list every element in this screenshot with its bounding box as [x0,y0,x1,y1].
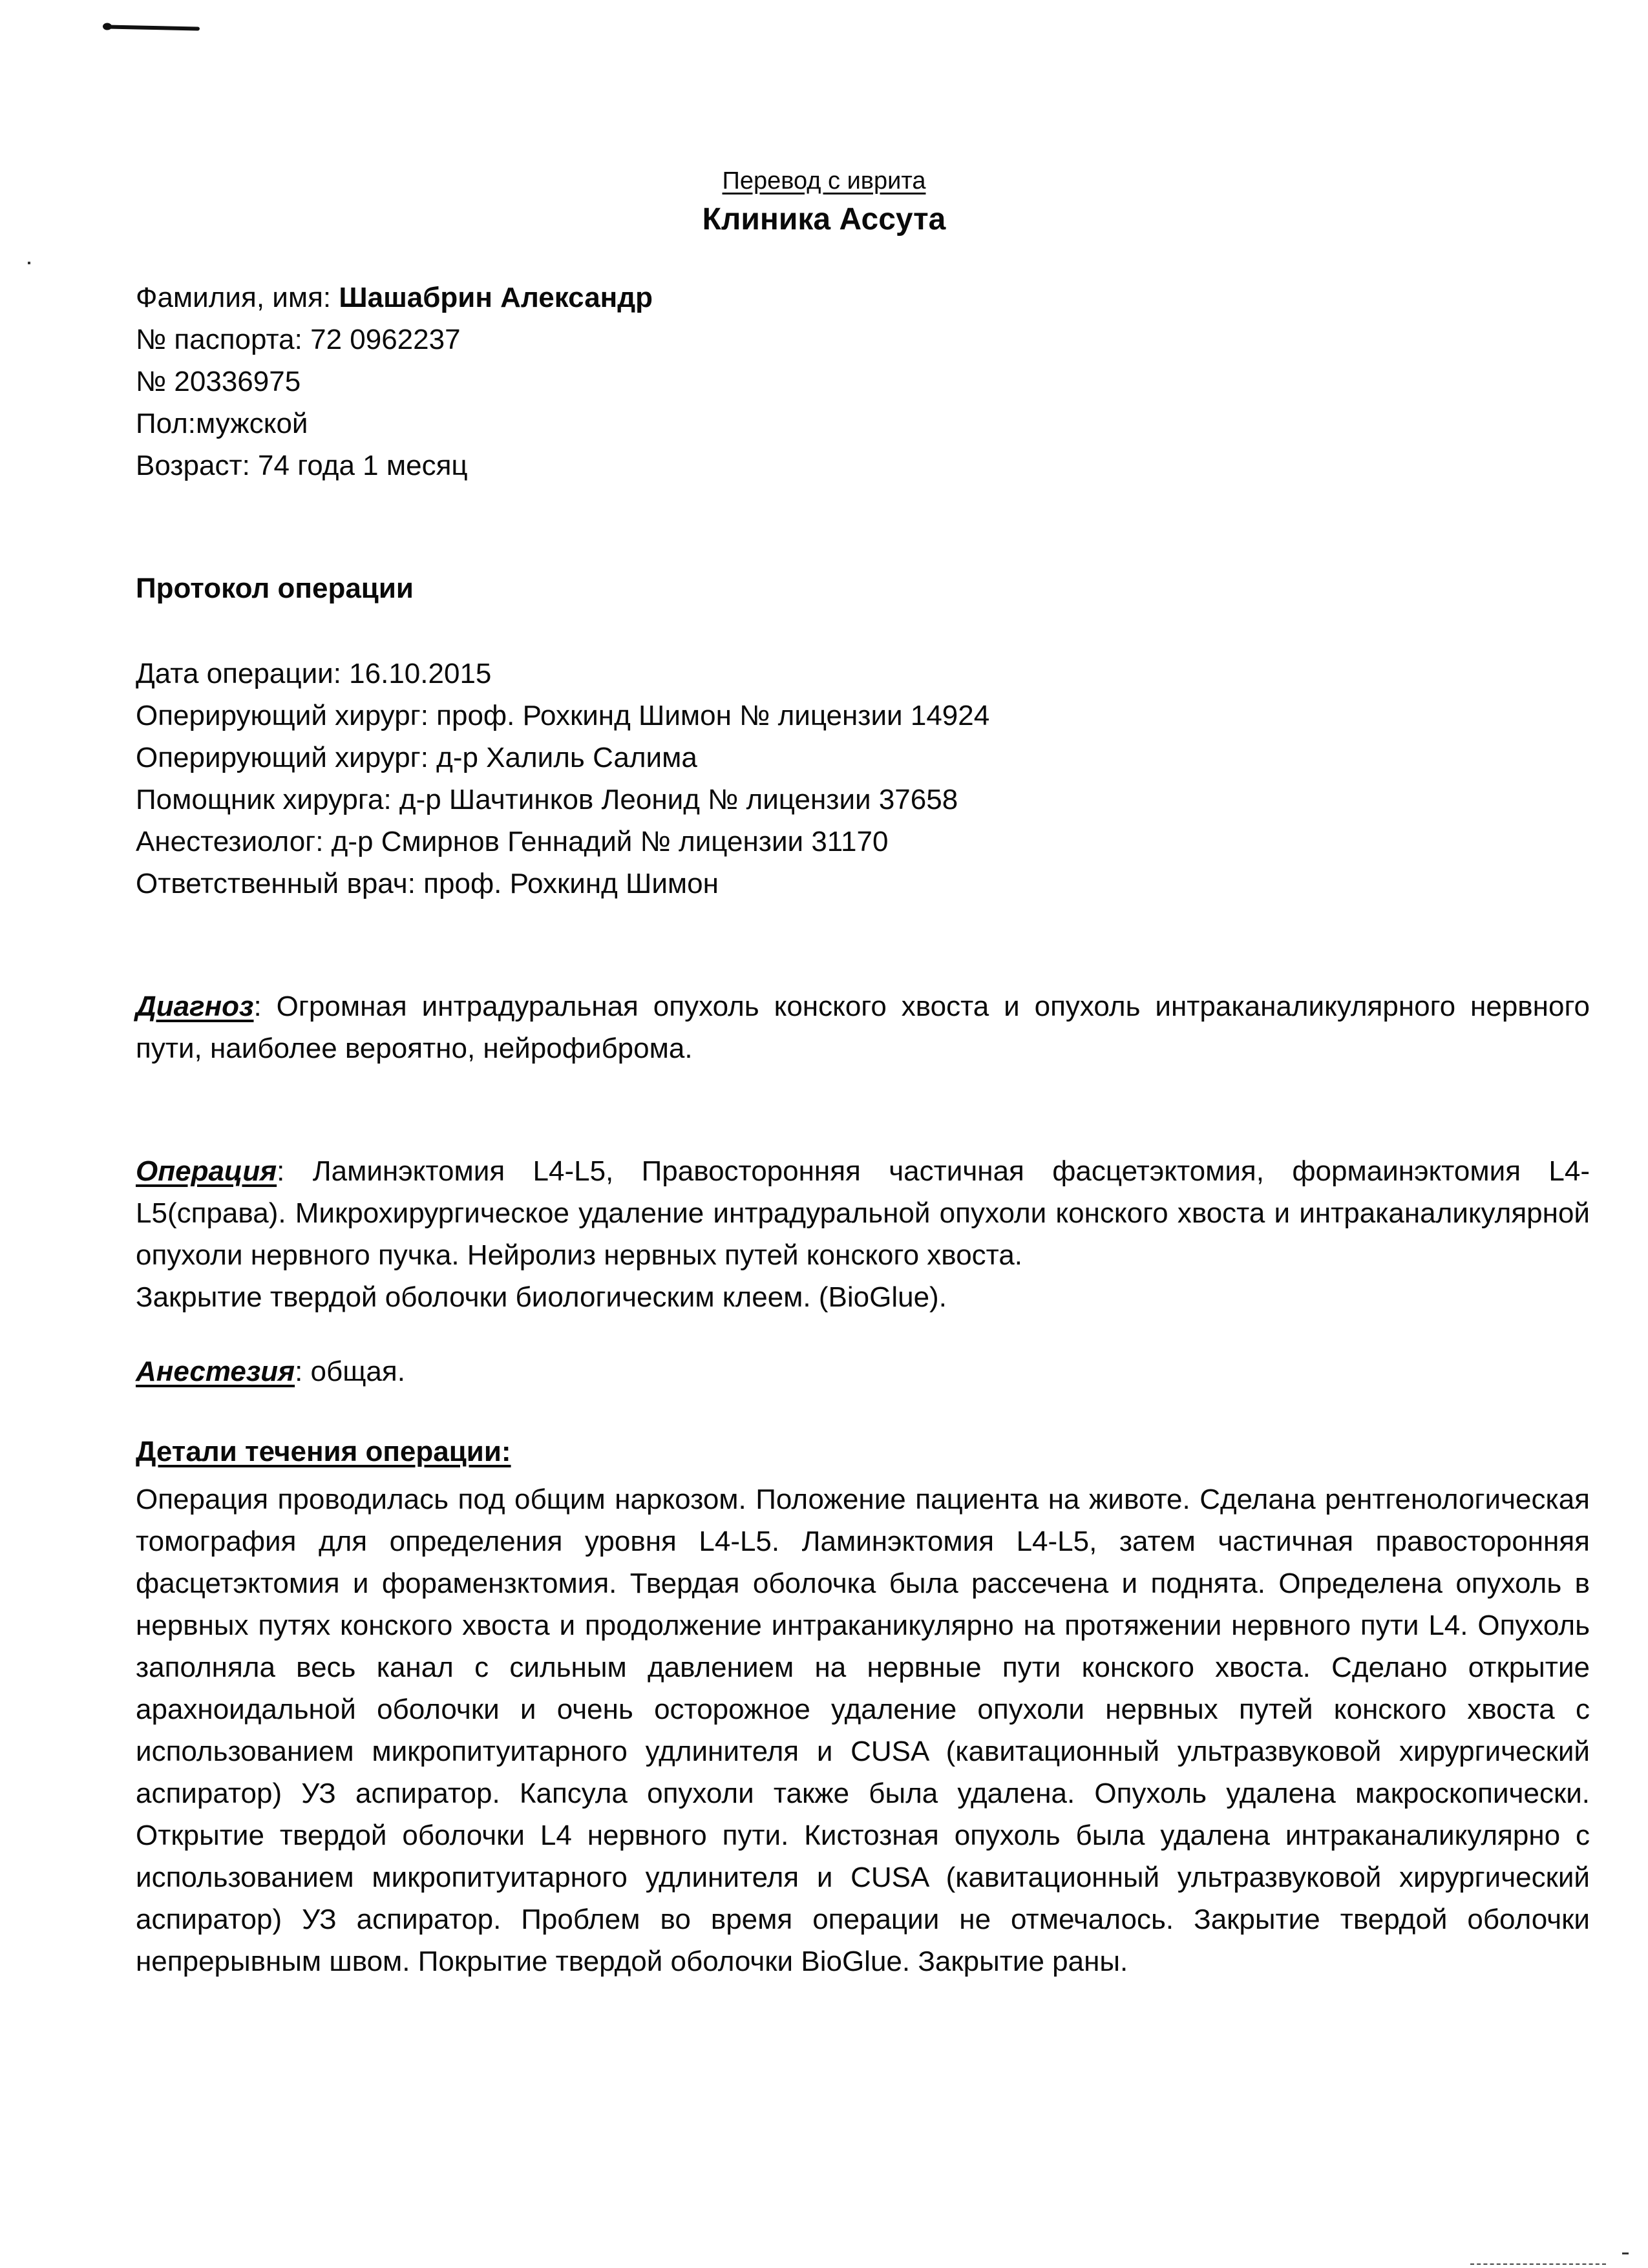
operation-paragraph [136,1150,1590,1276]
diagnosis-text: : Огромная интрадуральная опухоль конского хвоста и опухоль интраканаликулярного нервного пути, наиболее вероятно, нейрофиброма. [136,991,1590,1064]
surgeon-1: Оперирующий хирург: проф. Рохкинд Шимон № лицензии 14924 [136,700,990,731]
scan-pen-mark [105,25,200,30]
assistant-surgeon: Помощник хирурга: д-р Шачтинков Леонид № лицензии 37658 [136,784,958,815]
anesthesia-text: : общая. [295,1356,405,1387]
operation-section [136,1150,1590,1318]
anesthesia-label: Анестезия [136,1356,295,1387]
details-title: Детали течения операции: [136,1436,511,1467]
patient-info [136,277,1590,487]
operation-label: Операция [136,1155,277,1187]
operation-text: : Ламинэктомия L4-L5, Правосторонняя частичная фасцетэктомия, формаинэктомия L4-L5(справа). Микрохирургическое удаление интрадуральной опухоли конского хвоста и интраканаликулярной опухоли нервного пучка. Нейролиз нервных путей конского хвоста. [136,1155,1590,1271]
diagnosis-label: Диагноз [136,991,254,1022]
surgeon-2: Оперирующий хирург: д-р Халиль Салима [136,742,697,773]
patient-age: Возраст: 74 года 1 месяц [136,450,468,481]
clinic-name: Клиника Ассута [702,202,946,236]
details-text: Операция проводилась под общим наркозом. Положение пациента на животе. Сделана рентгенологическая томография для определения уровня L4-L5. Ламинэктомия L4-L5, затем частичная правосторонняя фасцетэктомия и форамензктомия. Твердая оболочка была рассечена и поднята. Определена опухоль в нервных путях конского хвоста и продолжение интраканикулярно на протяжении нервного пути L4. Опухоль заполняла весь канал с сильным давлением на нервные пути конского хвоста. Сделано открытие арахноидальной оболочки и очень осторожное удаление опухоли нервных путей конского хвоста с использованием микропитуитарного удлинителя и CUSA (кавитационный ультразвуковой хирургический аспиратор) УЗ аспиратор. Капсула опухоли также была удалена. Опухоль удалена макроскопически. Открытие твердой оболочки L4 нервного пути. Кистозная опухоль была удалена интраканаликулярно с использованием микропитуитарного удлинителя и CUSA (кавитационный ультразвуковой хирургический аспиратор) УЗ аспиратор. Проблем во время операции не отмечалось. Закрытие твердой оболочки непрерывным швом. Покрытие твердой оболочки BioGlue. Закрытие раны. [136,1484,1590,1977]
passport-number: № паспорта: 72 0962237 [136,324,461,355]
patient-name-value: Шашабрин Александр [339,282,653,313]
scan-speck [28,262,30,264]
anesthesia-section [136,1350,1590,1392]
protocol-title: Протокол операции [136,572,414,604]
scan-edge-mark [1622,2252,1629,2254]
operation-staff [136,653,1590,905]
patient-name-label: Фамилия, имя: [136,282,339,313]
patient-sex: Пол:мужской [136,408,308,439]
document-header [0,165,1648,241]
diagnosis-section [136,985,1590,1069]
operation-date: Дата операции: 16.10.2015 [136,658,492,689]
patient-name-row [136,277,1590,319]
scan-edge-line [1470,2263,1606,2266]
responsible-doctor: Ответственный врач: проф. Рохкинд Шимон [136,868,719,899]
record-number: № 20336975 [136,366,301,397]
translation-note: Перевод с иврита [722,167,926,194]
anesthesiologist: Анестезиолог: д-р Смирнов Геннадий № лицензии 31170 [136,826,889,857]
operation-closure-text: Закрытие твердой оболочки биологическим клеем. (BioGlue). [136,1281,947,1313]
